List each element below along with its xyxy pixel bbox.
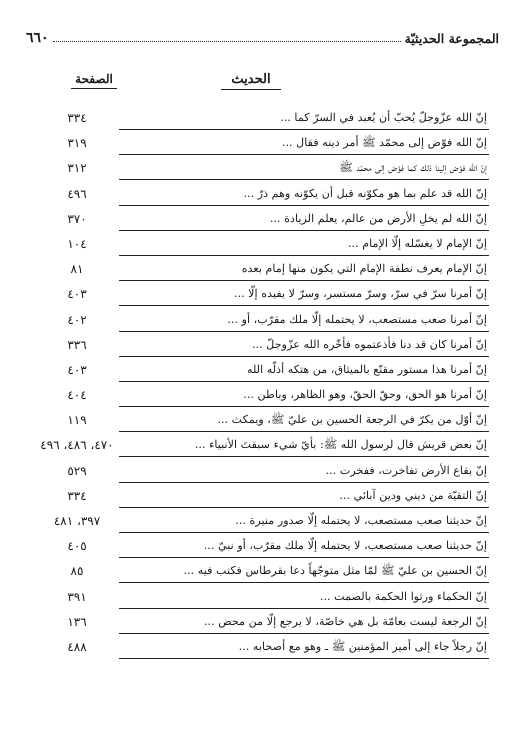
page-column-heading: الصفحة bbox=[64, 72, 124, 89]
page-reference: ٤٠٣ bbox=[67, 287, 87, 302]
hadith-incipit: إنّ حديثنا صعب مستصعب، لا يحتمله إلّا صدور منيرة ... bbox=[235, 514, 487, 527]
page-reference: ٤٠٢ bbox=[67, 312, 87, 327]
row-underline bbox=[119, 381, 489, 382]
table-row bbox=[22, 612, 499, 637]
hadith-incipit: إنّ الحسين بن عليّ ﷺ لمّا مثل متوجّهاً دعا بقرطاس فكتب فيه ... bbox=[183, 564, 487, 578]
table-row bbox=[22, 360, 499, 385]
table-row bbox=[22, 133, 499, 158]
row-underline bbox=[119, 179, 489, 180]
hadith-incipit: إنّ الحكماء ورثوا الحكمة بالصمت ... bbox=[319, 589, 487, 603]
hadith-incipit: إنّ التقيّة من ديني ودين آبائي ... bbox=[339, 488, 487, 502]
page-reference: ١٠٤ bbox=[67, 236, 87, 251]
page-reference: ٤٧٠، ٤٨٦، ٤٩٦ bbox=[40, 438, 114, 453]
column-headings bbox=[22, 72, 499, 94]
page-number: ٦٦٠ bbox=[26, 30, 49, 46]
row-underline bbox=[119, 608, 489, 609]
row-underline bbox=[119, 633, 489, 634]
row-underline bbox=[119, 431, 489, 432]
page-reference: ١١٩ bbox=[67, 413, 87, 428]
hadith-incipit: إنّ الرجعة ليست بعامّة بل هي خاصّة، لا يرجع إلّا من محض ... bbox=[203, 614, 487, 628]
hadith-column-heading: الحديث bbox=[121, 72, 381, 90]
row-underline bbox=[119, 406, 489, 407]
table-row bbox=[22, 385, 499, 410]
row-underline bbox=[119, 507, 489, 508]
page-reference: ٣٣٤ bbox=[67, 488, 87, 503]
hadith-incipit: إنّ الإمام لا يغسّله إلّا الإمام ... bbox=[347, 236, 487, 250]
page-reference: ٣٧٠ bbox=[67, 211, 87, 226]
table-row bbox=[22, 511, 499, 536]
row-underline bbox=[119, 205, 489, 206]
table-row bbox=[22, 335, 499, 360]
table-row bbox=[22, 461, 499, 486]
page-reference: ٣٣٤ bbox=[67, 111, 87, 125]
row-underline bbox=[119, 658, 489, 659]
row-underline bbox=[119, 305, 489, 306]
hadith-incipit: إنّ أمرنا كان قد دنا فأذعتموه فأخّره الله عزّوجلّ ... bbox=[252, 337, 487, 351]
row-underline bbox=[119, 331, 489, 332]
page-reference: ٤٠٥ bbox=[67, 539, 87, 554]
hadith-incipit: إنّ بقاع الأرض تفاخرت، ففخرت ... bbox=[325, 463, 487, 477]
table-row bbox=[22, 637, 499, 662]
row-underline bbox=[119, 154, 489, 155]
table-row bbox=[22, 158, 499, 183]
table-row bbox=[22, 234, 499, 259]
table-row bbox=[22, 284, 499, 309]
page-reference: ٣٩٧، ٤٨١ bbox=[53, 514, 101, 528]
hadith-incipit: إنّ الإمام يعرف نطفة الإمام التي يكون منها إمام بعده bbox=[241, 262, 487, 276]
hadith-incipit: إنّ الله لم يخلِ الأرض من عالم، يعلم الزيادة ... bbox=[269, 211, 487, 225]
index-table bbox=[22, 108, 499, 662]
row-underline bbox=[119, 582, 489, 583]
page-reference: ٤٨٨ bbox=[67, 639, 87, 654]
table-row bbox=[22, 310, 499, 335]
hadith-incipit: إنّ الله قد علم بما هو مكوّنه قبل أن يكوّنه وهم ذرّ ... bbox=[243, 186, 487, 200]
page-reference: ٨١ bbox=[70, 262, 84, 277]
dotted-leader bbox=[53, 41, 401, 42]
row-underline bbox=[119, 557, 489, 558]
page-reference: ٣٩١ bbox=[67, 589, 87, 604]
table-row bbox=[22, 184, 499, 209]
hadith-incipit: إنّ رجلاً جاء إلى أمير المؤمنين ﷺ ـ وهو مع أصحابه ... bbox=[238, 639, 487, 653]
page-reference: ٤٩٦ bbox=[67, 186, 87, 201]
hadith-incipit: إنّ أمرنا سرّ في سرّ، وسرّ مستسر، وسرّ لا يفيده إلّا ... bbox=[233, 287, 487, 301]
hadith-incipit: إنّ أوّل من يكرّ في الرجعة الحسين بن عليّ ﷺ، ويمكث ... bbox=[217, 413, 487, 427]
hadith-incipit: إنّ الله عزّوجلّ يُحبّ أن يُعبد في السرّ كما ... bbox=[280, 111, 487, 124]
row-underline bbox=[119, 356, 489, 357]
page-reference: ٤٠٣ bbox=[67, 362, 87, 377]
page-reference: ٤٠٤ bbox=[67, 388, 87, 403]
table-row bbox=[22, 259, 499, 284]
table-row bbox=[22, 587, 499, 612]
row-underline bbox=[119, 532, 489, 533]
hadith-incipit: إنّ الله فوّض إلينا ذلك كما فوّض إلى محمّد ﷺ bbox=[339, 161, 487, 175]
hadith-incipit: إنّ حديثنا صعب مستصعب، لا يحتمله إلّا ملك مقرّب، أو نبيّ ... bbox=[203, 539, 487, 553]
row-underline bbox=[119, 280, 489, 281]
page-reference: ٣١٩ bbox=[67, 136, 87, 151]
page-reference: ٣٣٦ bbox=[67, 337, 87, 352]
table-row bbox=[22, 536, 499, 561]
page-reference: ٣١٢ bbox=[67, 161, 87, 176]
book-title: المجموعة الحديثيّة bbox=[404, 31, 499, 46]
row-underline bbox=[119, 230, 489, 231]
page-reference: ٥٢٩ bbox=[67, 463, 87, 478]
row-underline bbox=[119, 482, 489, 483]
running-header bbox=[22, 26, 499, 46]
table-row bbox=[22, 435, 499, 460]
hadith-incipit: إنّ الله فوّض إلى محمّد ﷺ أمر دينه فقال ... bbox=[281, 136, 487, 150]
table-row bbox=[22, 486, 499, 511]
table-row bbox=[22, 561, 499, 586]
page-reference: ٨٥ bbox=[70, 564, 84, 579]
hadith-incipit: إنّ أمرنا هو الحق، وحقّ الحقّ، وهو الظاهر، وباطن ... bbox=[243, 388, 487, 402]
row-underline bbox=[119, 129, 489, 130]
table-row bbox=[22, 108, 499, 133]
table-row bbox=[22, 209, 499, 234]
hadith-incipit: إنّ أمرنا صعب مستصعب، لا يحتمله إلّا ملك مقرّب، أو ... bbox=[227, 312, 487, 326]
table-row bbox=[22, 410, 499, 435]
hadith-incipit: إنّ أمرنا هذا مستور مقنّع بالميثاق، من هتكه أذلّه الله bbox=[246, 362, 487, 376]
page-reference: ١٣٦ bbox=[67, 614, 87, 629]
hadith-incipit: إنّ بعض قريش قال لرسول الله ﷺ: بأيّ شيء سبقتَ الأنبياء ... bbox=[194, 438, 487, 452]
row-underline bbox=[119, 456, 489, 457]
row-underline bbox=[119, 255, 489, 256]
